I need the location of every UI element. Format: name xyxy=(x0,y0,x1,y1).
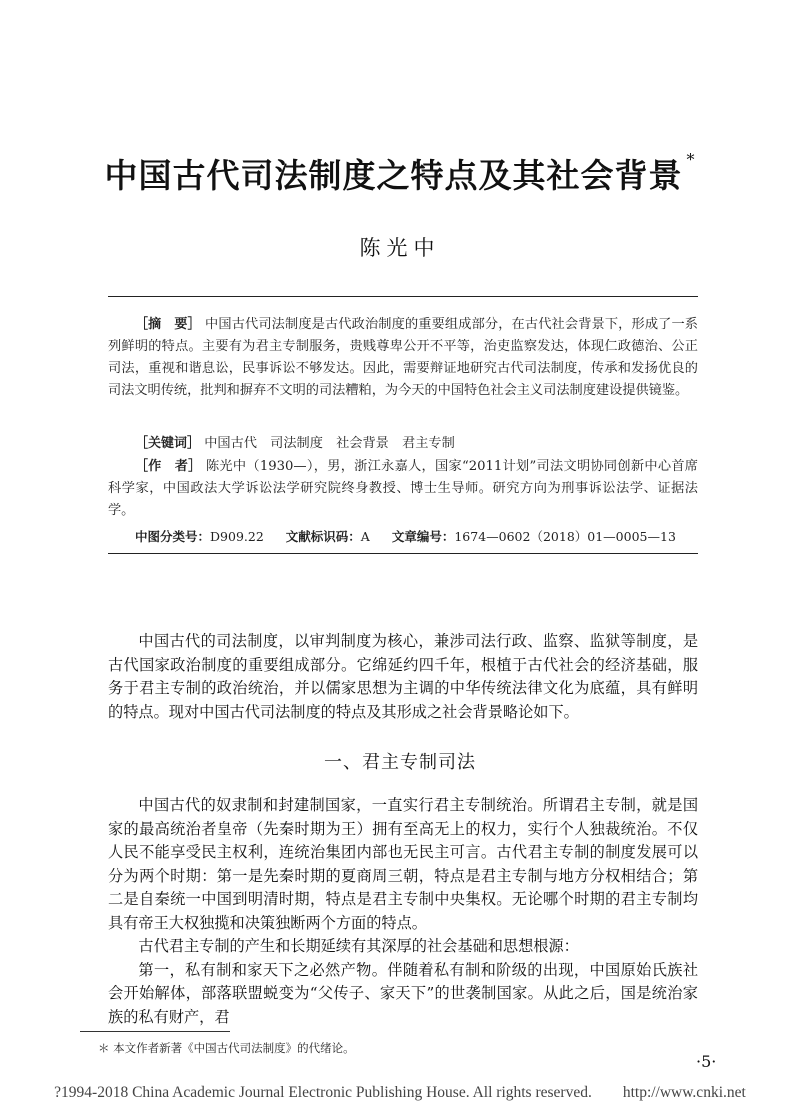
author-info-text: 陈光中（1930—），男，浙江永嘉人，国家“2011计划”司法文明协同创新中心首席科学家，中国政法大学诉讼法学研究院终身教授、博士生导师。研究方向为刑事诉讼法学、证据法学。 xyxy=(108,459,698,518)
classification-line xyxy=(135,527,695,545)
footnote: ＊ 本文作者新著《中国古代司法制度》的代绪论。 xyxy=(98,1041,355,1055)
author-info-block xyxy=(108,456,698,522)
clc-value: D909.22 xyxy=(210,529,264,544)
page-number: ·5· xyxy=(696,1052,717,1071)
body-section xyxy=(108,794,698,1029)
title-text: 中国古代司法制度之特点及其社会背景 xyxy=(104,156,683,195)
title-footnote-mark: * xyxy=(686,150,696,169)
doc-code-label: 文献标识码： xyxy=(285,529,361,544)
abstract-top-rule xyxy=(108,296,698,297)
author-info-label: ［作 者］ xyxy=(135,459,202,474)
intro-paragraph xyxy=(108,630,698,724)
section-heading: 一、君主专制司法 xyxy=(324,752,476,773)
keywords-text: 中国古代 司法制度 社会背景 君主专制 xyxy=(204,436,455,451)
intro-text: 中国古代的司法制度，以审判制度为核心，兼涉司法行政、监察、监狱等制度，是古代国家政治制度的重要组成部分。它绵延约四千年，根植于古代社会的经济基础，服务于君主专制的政治统治，并以儒家思想为主调的中华传统法律文化为底蕴，具有鲜明的特点。现对中国古代司法制度的特点及其形成之社会背景略论如下。 xyxy=(108,632,698,721)
article-no-value: 1674—0602（2018）01—0005—13 xyxy=(454,529,676,544)
abstract-text: 中国古代司法制度是古代政治制度的重要组成部分，在古代社会背景下，形成了一系列鲜明的特点。主要有为君主专制服务，贵贱尊卑公开不平等，治吏监察发达，体现仁政德治、公正司法，重视和谐息讼，民事诉讼不够发达。因此，需要辩证地研究古代司法制度，传承和发扬优良的司法文明传统，批判和摒弃不文明的司法糟粕，为今天的中国特色社会主义司法制度建设提供镜鉴。 xyxy=(108,317,698,398)
keywords-label: ［关键词］ xyxy=(135,436,201,451)
article-no-label: 文章编号： xyxy=(391,529,455,544)
abstract-block xyxy=(108,314,698,402)
copyright-line: ?1994-2018 China Academic Journal Electronic Publishing House. All rights reserved. http://www.cnki.net xyxy=(54,1084,746,1101)
keywords-block xyxy=(108,433,698,455)
doc-code-value: A xyxy=(360,529,370,544)
paper-title xyxy=(0,150,800,197)
clc-label: 中图分类号： xyxy=(135,529,211,544)
body-paragraph: 第一，私有制和家天下之必然产物。伴随着私有制和阶级的出现，中国原始氏族社会开始解体，部落联盟蜕变为“父传子、家天下”的世袭制国家。从此之后，国是统治家族的私有财产，君 xyxy=(108,960,698,1026)
abstract-label: ［摘 要］ xyxy=(135,317,201,332)
body-paragraph: 古代君主专制的产生和长期延续有其深厚的社会基础和思想根源： xyxy=(138,937,579,955)
footnote-rule xyxy=(80,1031,230,1032)
body-paragraph: 中国古代的奴隶制和封建制国家，一直实行君主专制统治。所谓君主专制，就是国家的最高统治者皇帝（先秦时期为王）拥有至高无上的权力，实行个人独裁统治。不仅人民不能享受民主权利，连统治集团内部也无民主可言。古代君主专制的制度发展可以分为两个时期：第一是先秦时期的夏商周三朝，特点是君主专制与地方分权相结合；第二是自秦统一中国到明清时期，特点是君主专制中央集权。无论哪个时期的君主专制均具有帝王大权独揽和决策独断两个方面的特点。 xyxy=(108,796,698,932)
author-name: 陈光中 xyxy=(359,236,441,260)
abstract-bottom-rule xyxy=(108,553,698,554)
